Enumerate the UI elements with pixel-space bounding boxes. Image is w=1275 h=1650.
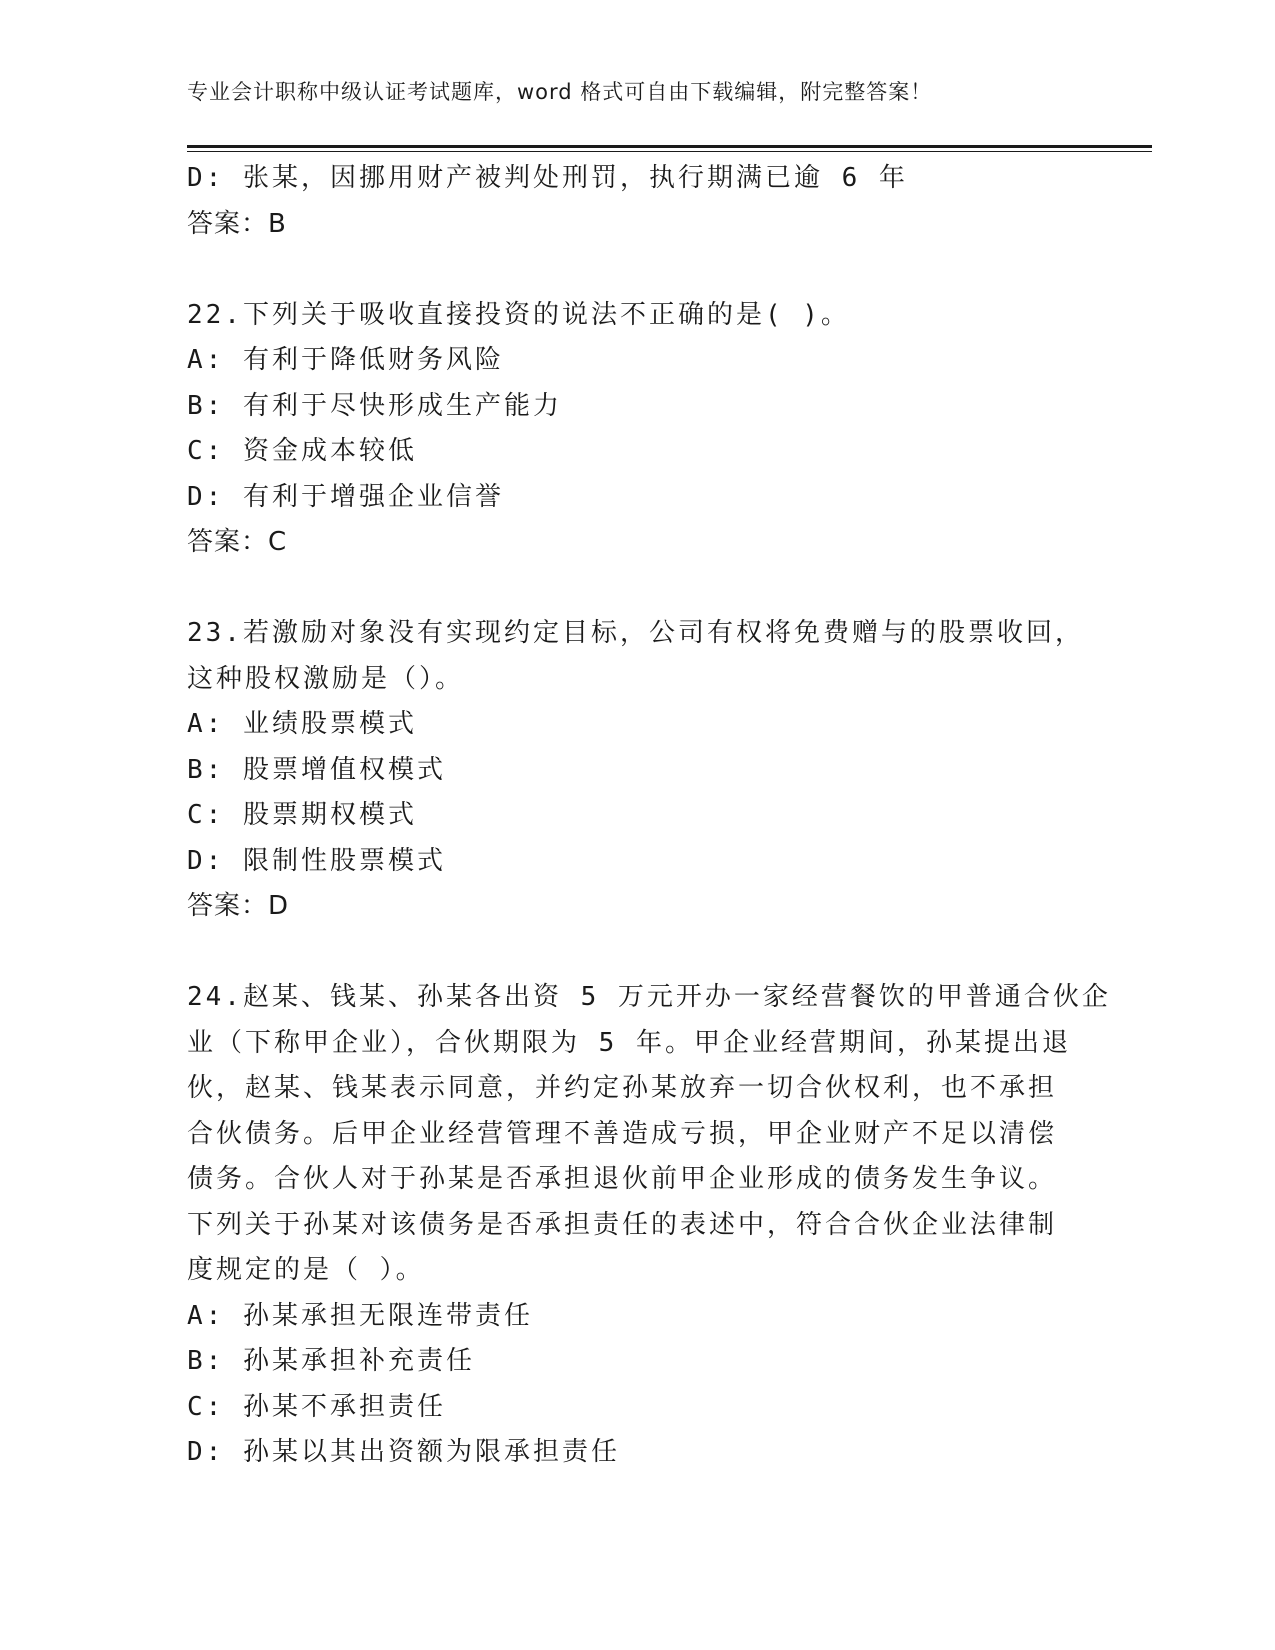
q24-option-b: B: 孙某承担补充责任 bbox=[187, 1346, 475, 1376]
q23-option-d: D: 限制性股票模式 bbox=[187, 845, 446, 876]
q21-option-d: D: 张某，因挪用财产被判处刑罚，执行期满已逾 6 年 bbox=[187, 163, 908, 193]
q24-stem-line-3: 伙，赵某、钱某表示同意，并约定孙某放弃一切合伙权利，也不承担 bbox=[187, 1073, 1058, 1103]
q22-answer: 答案：C bbox=[187, 527, 288, 557]
q24-option-d: D: 孙某以其出资额为限承担责任 bbox=[187, 1437, 620, 1467]
q23-option-a: A: 业绩股票模式 bbox=[187, 709, 417, 739]
header-rule-thin bbox=[187, 151, 1152, 152]
q22-option-b: B: 有利于尽快形成生产能力 bbox=[187, 390, 562, 421]
spacer bbox=[187, 930, 1087, 976]
q22-option-a: A: 有利于降低财务风险 bbox=[187, 345, 504, 375]
page-header: 专业会计职称中级认证考试题库，word 格式可自由下载编辑，附完整答案！ bbox=[187, 80, 933, 104]
spacer bbox=[187, 566, 1087, 612]
q23-answer: 答案：D bbox=[187, 891, 290, 921]
document-body bbox=[187, 156, 1111, 1476]
q23-option-c: C: 股票期权模式 bbox=[187, 800, 417, 830]
q24-stem-line-7: 度规定的是（ ）。 bbox=[187, 1255, 425, 1285]
q24-stem-line-2: 业（下称甲企业），合伙期限为 5 年。甲企业经营期间，孙某提出退 bbox=[187, 1027, 1071, 1058]
q24-option-c: C: 孙某不承担责任 bbox=[187, 1391, 446, 1422]
q24-stem-line-6: 下列关于孙某对该债务是否承担责任的表述中，符合合伙企业法律制 bbox=[187, 1209, 1058, 1240]
header-rule-thick bbox=[187, 145, 1152, 148]
q23-option-b: B: 股票增值权模式 bbox=[187, 754, 446, 785]
q24-stem-line-1: 24.赵某、钱某、孙某各出资 5 万元开办一家经营餐饮的甲普通合伙企 bbox=[187, 982, 1111, 1012]
q22-stem: 22.下列关于吸收直接投资的说法不正确的是( )。 bbox=[187, 299, 850, 330]
q21-answer: 答案：B bbox=[187, 208, 287, 239]
q22-option-c: C: 资金成本较低 bbox=[187, 436, 417, 466]
q24-option-a: A: 孙某承担无限连带责任 bbox=[187, 1300, 533, 1331]
spacer bbox=[187, 247, 1087, 293]
q24-stem-line-5: 债务。合伙人对于孙某是否承担退伙前甲企业形成的债务发生争议。 bbox=[187, 1164, 1058, 1194]
q22-option-d: D: 有利于增强企业信誉 bbox=[187, 481, 504, 512]
q23-stem-line-1: 23.若激励对象没有实现约定目标，公司有权将免费赠与的股票收回， bbox=[187, 618, 1084, 648]
q23-stem-line-2: 这种股权激励是（）。 bbox=[187, 663, 465, 694]
q24-stem-line-4: 合伙债务。后甲企业经营管理不善造成亏损，甲企业财产不足以清偿 bbox=[187, 1118, 1058, 1149]
